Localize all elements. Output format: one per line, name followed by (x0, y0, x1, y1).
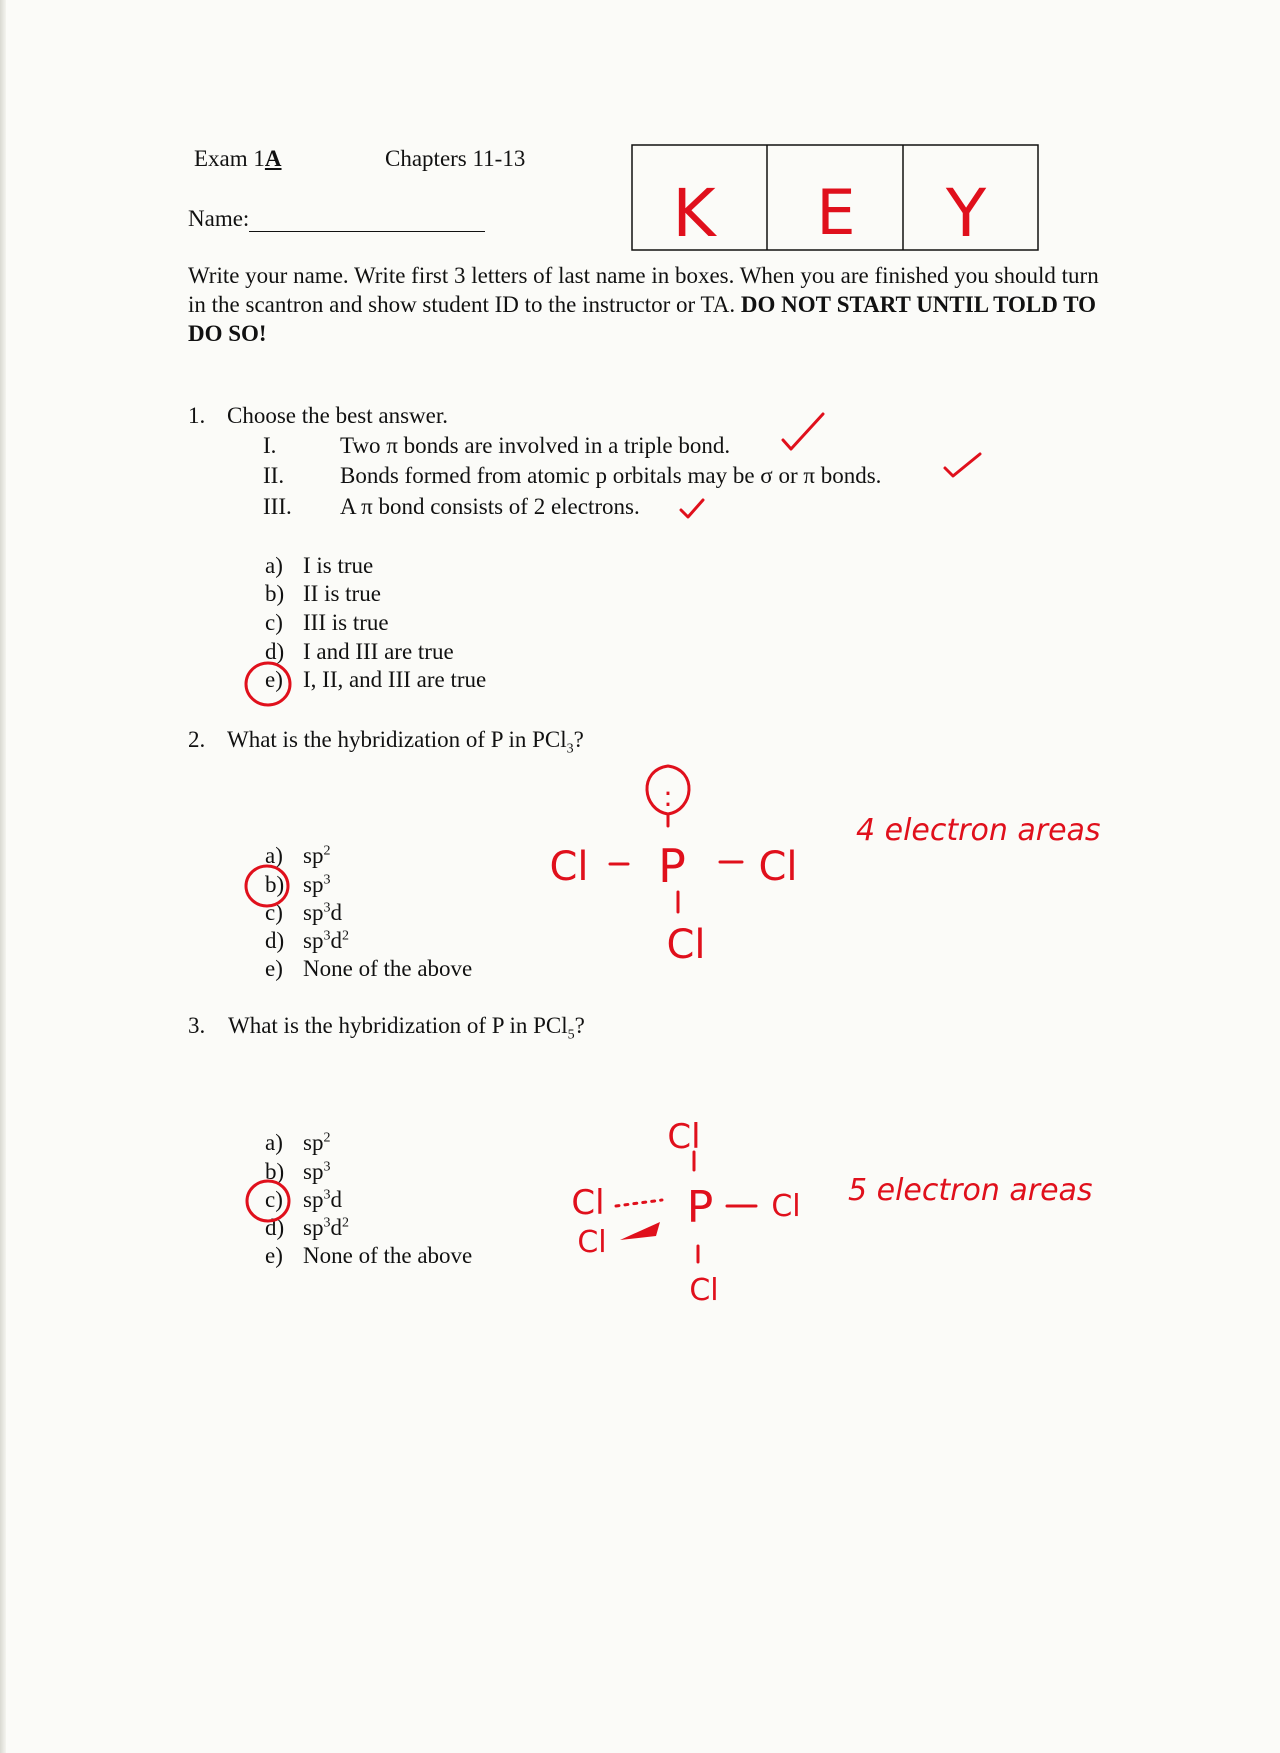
cl-right: Cl (758, 844, 798, 890)
instructions-text: Write your name. Write first 3 letters of last name in boxes. When you are finished you should turn in the scantron and show student ID to the instructor or TA. (188, 263, 1099, 317)
q2-number: 2. (188, 727, 206, 752)
q2-option-letter[interactable]: d) (265, 928, 285, 953)
q1-option-letter[interactable]: a) (265, 553, 283, 578)
q2-option-text: $sp^3d^2$ (303, 928, 349, 953)
q1-statement-text: Two π bonds are involved in a triple bond. (340, 433, 731, 458)
p-center: P (658, 839, 686, 893)
q1-statement-text: Bonds formed from atomic p orbitals may be σ or π bonds. (340, 463, 882, 488)
q3-prompt-text: What is the hybridization of P in PCl (228, 1013, 568, 1038)
checkmark-icon (681, 500, 703, 517)
wedge-bond (620, 1222, 660, 1240)
answer-circle-q1 (246, 663, 290, 705)
cl-bottom: Cl (689, 1273, 719, 1308)
q3-option-text: None of the above (303, 1243, 473, 1268)
exam-prefix: Exam 1 (194, 146, 265, 171)
q3-option-text: $sp^3$ (303, 1159, 331, 1184)
q1-statement-roman: II. (263, 463, 285, 488)
q1-statement-roman: I. (263, 433, 277, 458)
q2-prompt-subscript: 3 (566, 741, 574, 757)
q3-annotation: 5 electron areas (848, 1173, 1093, 1208)
q3-option-letter[interactable]: d) (265, 1215, 285, 1240)
q3-option-text: $sp^3d^2$ (303, 1215, 349, 1240)
q2-option-text: $sp^3d$ (303, 900, 342, 925)
pcl5-structure (571, 1117, 800, 1308)
checkmark-icon (783, 414, 823, 449)
pcl3-structure (549, 766, 797, 968)
q3-number: 3. (188, 1013, 206, 1038)
lone-pair-dots: : (663, 780, 673, 813)
q1-option-letter[interactable]: e) (265, 667, 283, 692)
p-center: P (686, 1182, 714, 1233)
q1-statement-roman: III. (263, 494, 292, 519)
instructions-emphasis-2: START UNTIL TOLD TO DO SO! (188, 292, 1097, 346)
q1-prompt: Choose the best answer. (227, 403, 449, 428)
q1-option-text: III is true (303, 610, 389, 635)
q3-option-letter[interactable]: a) (265, 1130, 283, 1155)
cl-right: Cl (771, 1189, 801, 1224)
q2-option-text: $sp^3$ (303, 872, 331, 897)
q2-option-letter[interactable]: a) (265, 843, 283, 868)
q3-option-letter[interactable]: b) (265, 1159, 285, 1184)
checkmark-icon (945, 454, 980, 476)
q1-statement-text: A π bond consists of 2 electrons. (340, 494, 640, 519)
q3-option-text: $sp^3d$ (303, 1187, 342, 1212)
q1-option-text: I, II, and III are true (303, 667, 487, 692)
q1-number: 1. (188, 403, 206, 428)
q2-option-text: $sp^2$ (303, 843, 331, 868)
q2-option-letter[interactable]: e) (265, 956, 283, 981)
box-letter-1: K (672, 175, 716, 252)
initials-boxes (632, 145, 1038, 252)
cl-bottom: Cl (666, 922, 706, 968)
q2-prompt-text: What is the hybridization of P in PCl (227, 727, 567, 752)
answer-circle-q3 (247, 1181, 289, 1221)
instructions-emphasis-1: DO NOT (740, 292, 831, 317)
cl-left: Cl (549, 844, 589, 890)
q1-option-text: I is true (303, 553, 374, 578)
q3-option-letter[interactable]: c) (265, 1187, 283, 1212)
answer-circle-q2 (246, 866, 288, 906)
cl-left-wedge: Cl (577, 1225, 607, 1260)
q2-prompt-end: ? (573, 727, 584, 752)
q1-option-letter[interactable]: d) (265, 639, 285, 664)
cl-top: Cl (667, 1117, 701, 1157)
chapters-label: Chapters 11-13 (385, 146, 526, 171)
q3-prompt-subscript: 5 (567, 1027, 575, 1043)
box-letter-3: Y (945, 175, 987, 252)
q3-option-letter[interactable]: e) (265, 1243, 283, 1268)
q3-option-text: $sp^2$ (303, 1130, 331, 1155)
q1-option-text: II is true (303, 581, 381, 606)
name-label: Name: (188, 206, 250, 231)
q2-option-text: None of the above (303, 956, 473, 981)
box-letter-2: E (816, 176, 856, 249)
q3-prompt-end: ? (574, 1013, 585, 1038)
q2-option-letter[interactable]: c) (265, 900, 283, 925)
q1-option-letter[interactable]: c) (265, 610, 283, 635)
cl-left-dashed: Cl (571, 1183, 605, 1223)
q1-option-letter[interactable]: b) (265, 581, 285, 606)
exam-version: A (264, 146, 282, 171)
q1-option-text: I and III are true (303, 639, 454, 664)
q2-annotation: 4 electron areas (856, 813, 1101, 848)
q2-option-letter[interactable]: b) (265, 872, 285, 897)
